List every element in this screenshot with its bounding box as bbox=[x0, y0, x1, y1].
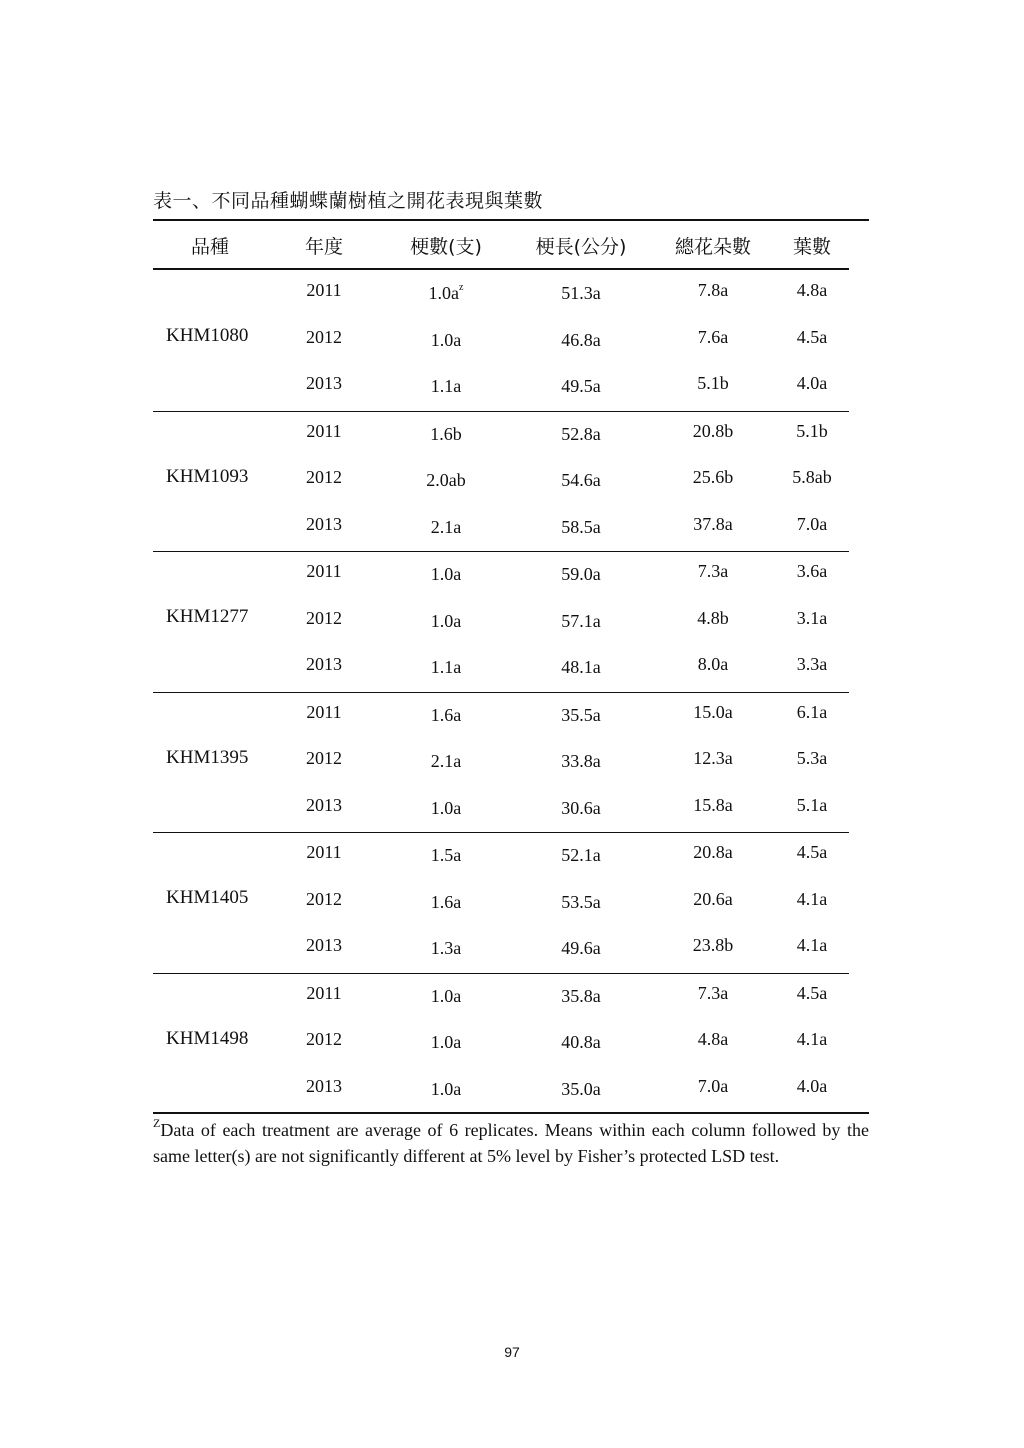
stem-count-cell bbox=[431, 564, 462, 585]
year-cell bbox=[306, 983, 341, 1004]
stem-count-cell-value: 1.0a bbox=[430, 985, 462, 1006]
stem-length-cell-value: 49.5a bbox=[561, 376, 601, 396]
leaf-count-cell bbox=[797, 327, 828, 348]
year-cell-value: 2013 bbox=[306, 1075, 342, 1096]
total-flowers-cell bbox=[698, 1029, 729, 1050]
cultivar-label: KHM1395 bbox=[166, 746, 249, 768]
total-flowers-cell-value: 20.8b bbox=[692, 420, 734, 441]
footnote-reference-marker: z bbox=[459, 282, 464, 293]
header-year: 年度 bbox=[304, 236, 344, 258]
year-cell bbox=[306, 748, 342, 769]
total-flowers-cell bbox=[693, 842, 733, 863]
header-leaves: 葉數 bbox=[792, 236, 832, 258]
leaf-count-cell bbox=[797, 702, 828, 723]
group-divider-rule bbox=[153, 551, 849, 552]
table-top-rule-extension bbox=[849, 219, 869, 220]
page-number: 97 bbox=[504, 1344, 520, 1360]
stem-count-cell-value: 1.1a bbox=[430, 657, 462, 677]
stem-length-cell bbox=[561, 751, 601, 772]
stem-length-cell bbox=[561, 611, 601, 632]
stem-length-cell bbox=[561, 376, 601, 397]
stem-length-cell bbox=[561, 424, 601, 445]
year-cell-value: 2013 bbox=[306, 373, 342, 393]
table-top-rule bbox=[153, 219, 869, 221]
year-cell-value: 2011 bbox=[306, 701, 342, 722]
year-cell-value: 2011 bbox=[306, 280, 342, 300]
stem-count-cell-value: 2.1a bbox=[430, 751, 462, 771]
stem-count-cell-value: 1.6b bbox=[430, 423, 462, 444]
stem-count-cell bbox=[426, 470, 466, 491]
cultivar-label: KHM1093 bbox=[166, 465, 249, 487]
stem-length-cell bbox=[561, 1032, 601, 1053]
year-cell bbox=[306, 373, 342, 394]
stem-length-cell-value: 51.3a bbox=[561, 283, 601, 303]
stem-count-cell bbox=[431, 330, 462, 351]
total-flowers-cell-value: 4.8b bbox=[697, 607, 729, 628]
stem-count-cell bbox=[431, 1032, 462, 1053]
leaf-count-cell-value: 5.8ab bbox=[792, 467, 832, 487]
leaf-count-cell bbox=[797, 514, 828, 535]
total-flowers-cell bbox=[693, 795, 733, 816]
stem-count-cell bbox=[430, 424, 462, 445]
leaf-count-cell-value: 4.5a bbox=[796, 842, 828, 862]
leaf-count-cell bbox=[797, 842, 828, 863]
total-flowers-cell-value: 4.8a bbox=[697, 1029, 729, 1049]
stem-length-cell bbox=[561, 517, 601, 538]
total-flowers-cell bbox=[693, 935, 734, 956]
cultivar-label: KHM1080 bbox=[166, 325, 249, 346]
stem-length-cell bbox=[561, 470, 601, 491]
leaf-count-cell bbox=[797, 280, 828, 301]
total-flowers-cell bbox=[693, 467, 734, 488]
table-caption: 表一、不同品種蝴蝶蘭樹植之開花表現與葉數 bbox=[153, 190, 544, 212]
stem-count-cell-value: 1.6a bbox=[430, 891, 462, 912]
leaf-count-cell bbox=[797, 795, 828, 816]
stem-length-cell bbox=[561, 330, 601, 351]
stem-length-cell-value: 30.6a bbox=[561, 797, 601, 818]
stem-count-cell bbox=[431, 517, 462, 538]
header-total-flowers: 總花朵數 bbox=[674, 236, 752, 258]
footnote-marker: Z bbox=[153, 1116, 161, 1130]
stem-count-cell bbox=[431, 376, 462, 397]
stem-count-cell bbox=[431, 798, 462, 819]
total-flowers-cell bbox=[698, 654, 729, 675]
year-cell bbox=[306, 795, 342, 816]
total-flowers-cell bbox=[693, 421, 734, 442]
stem-count-cell bbox=[431, 611, 462, 632]
leaf-count-cell-value: 3.6a bbox=[796, 561, 828, 581]
year-cell-value: 2011 bbox=[306, 420, 342, 441]
year-cell-value: 2013 bbox=[306, 935, 342, 955]
stem-count-cell bbox=[431, 705, 462, 726]
stem-length-cell bbox=[561, 845, 601, 866]
year-cell bbox=[306, 421, 341, 442]
total-flowers-cell-value: 23.8b bbox=[692, 935, 734, 955]
stem-length-cell-value: 53.5a bbox=[561, 891, 601, 912]
stem-length-cell-value: 52.8a bbox=[561, 423, 601, 444]
group-divider-rule bbox=[153, 973, 849, 974]
stem-count-cell-value: 2.1a bbox=[430, 516, 462, 537]
year-cell bbox=[306, 935, 342, 956]
cultivar-label: KHM1277 bbox=[166, 606, 249, 627]
stem-count-cell-value: 1.0a bbox=[430, 797, 462, 818]
stem-length-cell-value: 59.0a bbox=[561, 564, 601, 584]
stem-length-cell-value: 54.6a bbox=[561, 470, 601, 490]
stem-length-cell-value: 33.8a bbox=[561, 751, 601, 771]
stem-count-cell bbox=[431, 1079, 462, 1100]
year-cell-value: 2011 bbox=[306, 842, 342, 862]
leaf-count-cell-value: 4.1a bbox=[796, 935, 828, 955]
footnote-text: Data of each treatment are average of 6 replicates. Means within each column followed by the same letter(s) are not significantly different at 5% level by Fisher’s protected LSD test. bbox=[153, 1120, 869, 1166]
total-flowers-cell bbox=[693, 514, 733, 535]
stem-length-cell bbox=[561, 1079, 601, 1100]
stem-length-cell bbox=[561, 892, 601, 913]
year-cell-value: 2012 bbox=[306, 326, 342, 347]
total-flowers-cell-value: 7.3a bbox=[697, 982, 729, 1003]
year-cell bbox=[306, 702, 341, 723]
stem-length-cell-value: 35.0a bbox=[561, 1078, 601, 1099]
leaf-count-cell bbox=[797, 1029, 828, 1050]
total-flowers-cell-value: 7.8a bbox=[697, 280, 729, 300]
table-footnote bbox=[153, 1117, 869, 1169]
stem-length-cell-value: 49.6a bbox=[561, 938, 601, 958]
stem-count-cell bbox=[431, 986, 462, 1007]
stem-count-cell-value: 1.0a bbox=[428, 283, 460, 303]
stem-count-cell bbox=[431, 892, 462, 913]
leaf-count-cell-value: 3.1a bbox=[796, 607, 828, 628]
group-divider-rule bbox=[153, 832, 849, 833]
total-flowers-cell bbox=[693, 889, 733, 910]
stem-count-cell bbox=[429, 283, 464, 304]
leaf-count-cell-value: 6.1a bbox=[796, 701, 828, 722]
leaf-count-cell bbox=[797, 561, 828, 582]
leaf-count-cell bbox=[797, 889, 828, 910]
total-flowers-cell bbox=[697, 373, 729, 394]
header-cultivar: 品種 bbox=[190, 236, 230, 258]
leaf-count-cell bbox=[797, 983, 828, 1004]
stem-length-cell bbox=[561, 705, 601, 726]
leaf-count-cell-value: 4.8a bbox=[796, 280, 828, 300]
stem-length-cell-value: 46.8a bbox=[561, 329, 601, 350]
stem-length-cell bbox=[561, 283, 601, 304]
total-flowers-cell-value: 8.0a bbox=[697, 654, 729, 674]
table-bottom-rule bbox=[153, 1112, 869, 1114]
leaf-count-cell bbox=[797, 608, 828, 629]
year-cell-value: 2012 bbox=[306, 748, 342, 768]
total-flowers-cell-value: 7.3a bbox=[697, 561, 729, 581]
year-cell bbox=[306, 608, 342, 629]
stem-count-cell-value: 1.0a bbox=[430, 564, 462, 584]
stem-length-cell bbox=[561, 986, 601, 1007]
leaf-count-cell-value: 5.3a bbox=[796, 748, 828, 768]
stem-length-cell bbox=[561, 798, 601, 819]
year-cell-value: 2012 bbox=[306, 1029, 342, 1049]
stem-length-cell-value: 40.8a bbox=[561, 1032, 601, 1052]
leaf-count-cell-value: 4.0a bbox=[796, 1075, 828, 1096]
total-flowers-cell bbox=[698, 561, 729, 582]
total-flowers-cell bbox=[697, 608, 729, 629]
year-cell-value: 2013 bbox=[306, 654, 342, 674]
stem-count-cell-value: 1.0a bbox=[430, 1078, 462, 1099]
total-flowers-cell-value: 20.8a bbox=[693, 842, 733, 862]
leaf-count-cell bbox=[797, 935, 828, 956]
stem-count-cell-value: 1.0a bbox=[430, 1032, 462, 1052]
leaf-count-cell-value: 4.5a bbox=[796, 982, 828, 1003]
year-cell bbox=[306, 842, 341, 863]
group-divider-rule bbox=[153, 411, 849, 412]
leaf-count-cell-value: 4.0a bbox=[796, 373, 828, 393]
year-cell bbox=[306, 1029, 342, 1050]
total-flowers-cell bbox=[698, 327, 729, 348]
total-flowers-cell-value: 5.1b bbox=[697, 373, 729, 393]
total-flowers-cell-value: 37.8a bbox=[693, 513, 733, 534]
leaf-count-cell-value: 4.5a bbox=[796, 326, 828, 347]
stem-count-cell-value: 1.3a bbox=[430, 938, 462, 958]
total-flowers-cell-value: 25.6b bbox=[692, 467, 734, 487]
year-cell-value: 2013 bbox=[306, 513, 342, 534]
cultivar-label: KHM1498 bbox=[166, 1027, 249, 1049]
table-header-rule bbox=[153, 268, 849, 270]
year-cell-value: 2012 bbox=[306, 607, 342, 628]
year-cell bbox=[306, 654, 342, 675]
total-flowers-cell bbox=[698, 983, 729, 1004]
leaf-count-cell-value: 4.1a bbox=[796, 1029, 828, 1049]
total-flowers-cell-value: 15.0a bbox=[693, 701, 733, 722]
leaf-count-cell-value: 7.0a bbox=[796, 513, 828, 534]
stem-count-cell bbox=[431, 938, 462, 959]
year-cell-value: 2013 bbox=[306, 794, 342, 815]
year-cell bbox=[306, 561, 341, 582]
year-cell-value: 2012 bbox=[306, 888, 342, 909]
year-cell bbox=[306, 280, 341, 301]
leaf-count-cell bbox=[792, 467, 832, 488]
year-cell bbox=[306, 514, 342, 535]
total-flowers-cell-value: 7.6a bbox=[697, 326, 729, 347]
total-flowers-cell-value: 7.0a bbox=[697, 1075, 729, 1096]
year-cell bbox=[306, 467, 342, 488]
header-stem-length: 梗長(公分) bbox=[535, 236, 627, 258]
cultivar-label: KHM1405 bbox=[166, 887, 249, 908]
year-cell bbox=[306, 1076, 342, 1097]
year-cell-value: 2011 bbox=[306, 982, 342, 1003]
total-flowers-cell bbox=[698, 280, 729, 301]
header-stems: 梗數(支) bbox=[410, 236, 482, 258]
leaf-count-cell-value: 5.1b bbox=[796, 420, 828, 441]
year-cell bbox=[306, 327, 342, 348]
total-flowers-cell bbox=[693, 748, 733, 769]
leaf-count-cell-value: 4.1a bbox=[796, 888, 828, 909]
stem-length-cell-value: 57.1a bbox=[561, 610, 601, 631]
stem-length-cell-value: 58.5a bbox=[561, 516, 601, 537]
stem-count-cell-value: 1.5a bbox=[430, 845, 462, 865]
stem-length-cell-value: 35.8a bbox=[561, 985, 601, 1006]
leaf-count-cell bbox=[796, 421, 828, 442]
stem-count-cell bbox=[431, 751, 462, 772]
stem-count-cell bbox=[431, 657, 462, 678]
total-flowers-cell bbox=[698, 1076, 729, 1097]
leaf-count-cell-value: 5.1a bbox=[796, 794, 828, 815]
total-flowers-cell-value: 15.8a bbox=[693, 794, 733, 815]
stem-length-cell-value: 52.1a bbox=[561, 845, 601, 865]
year-cell-value: 2011 bbox=[306, 561, 342, 581]
total-flowers-cell-value: 12.3a bbox=[693, 748, 733, 768]
leaf-count-cell-value: 3.3a bbox=[796, 654, 828, 674]
leaf-count-cell bbox=[797, 373, 828, 394]
year-cell-value: 2012 bbox=[306, 467, 342, 487]
stem-count-cell-value: 1.1a bbox=[430, 376, 462, 396]
leaf-count-cell bbox=[797, 748, 828, 769]
year-cell bbox=[306, 889, 342, 910]
stem-length-cell bbox=[561, 657, 601, 678]
stem-count-cell-value: 1.0a bbox=[430, 329, 462, 350]
leaf-count-cell bbox=[797, 654, 828, 675]
stem-count-cell-value: 1.0a bbox=[430, 610, 462, 631]
stem-length-cell bbox=[561, 564, 601, 585]
stem-count-cell-value: 1.6a bbox=[430, 704, 462, 725]
stem-length-cell bbox=[561, 938, 601, 959]
leaf-count-cell bbox=[797, 1076, 828, 1097]
stem-length-cell-value: 35.5a bbox=[561, 704, 601, 725]
stem-count-cell-value: 2.0ab bbox=[426, 470, 466, 490]
total-flowers-cell bbox=[693, 702, 733, 723]
group-divider-rule bbox=[153, 692, 849, 693]
stem-count-cell bbox=[431, 845, 462, 866]
total-flowers-cell-value: 20.6a bbox=[693, 888, 733, 909]
stem-length-cell-value: 48.1a bbox=[561, 657, 601, 677]
